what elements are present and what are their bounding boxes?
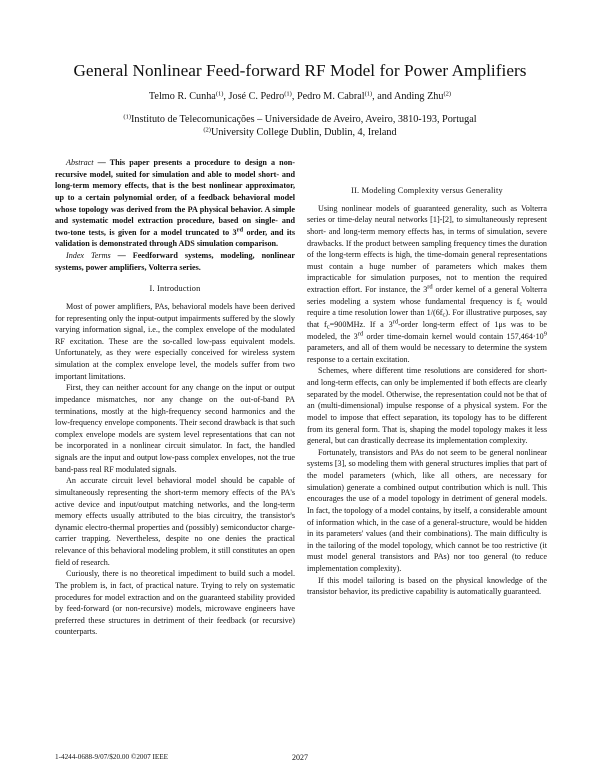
- author-1-affil: (1): [215, 90, 224, 98]
- index-terms: [55, 250, 295, 273]
- s2p1-text-h: parameters, and all of them would be necessary to determine the system response to a certain excitation.: [307, 343, 547, 364]
- author-4: , and Anding Zhu: [372, 91, 444, 102]
- s2p1-sub-3: c: [326, 323, 330, 331]
- copyright-line: 1-4244-0688-9/07/$20.00 ©2007 IEEE: [55, 753, 169, 761]
- s2p1-text-g: order time-domain kernel would contain 157,464·10: [363, 331, 544, 341]
- s2p1-sup-3: rd: [357, 330, 364, 337]
- affiliation-1-text: Instituto de Telecomunicações – Universidade de Aveiro, Aveiro, 3810-193, Portugal: [131, 114, 477, 125]
- author-1: Telmo R. Cunha: [148, 91, 216, 102]
- abstract-sup: rd: [236, 226, 244, 234]
- paper-title: General Nonlinear Feed-forward RF Model for Power Amplifiers: [73, 61, 527, 80]
- affiliation-1-marker: (1): [123, 113, 131, 121]
- s2p1-sub-1: c: [519, 300, 523, 308]
- abstract: [55, 157, 295, 250]
- author-3: , Pedro M. Cabral: [291, 91, 365, 102]
- section-1-paragraph-1: Most of power amplifiers, PAs, behavioral models have been derived for representing only the input-output impairments suffered by the slowly varying information signal, i.e., the complex envelope of the modulated RF excitation. These are the so-called low-pass equivalent models. Unfortunately, as they were especially conceived for wireless system simulation at the complex envelope level, the models suffer from two important limitations.: [55, 301, 295, 381]
- author-4-affil: (2): [443, 90, 452, 98]
- index-terms-label: Index Terms: [66, 251, 111, 260]
- s2p1-text-b: order kernel of a general Volterra series modeling a system whose fundamental frequency is f: [307, 285, 547, 306]
- s2p1-sup-2: rd: [392, 318, 399, 326]
- author-list: [0, 91, 600, 102]
- s2p1-sub-2: c: [442, 311, 446, 319]
- s2p1-text-e: =900MHz. If a 3: [329, 319, 393, 329]
- index-terms-dash: —: [110, 251, 133, 260]
- abstract-label: Abstract: [66, 158, 94, 167]
- s2p1-sup-4: 9: [543, 330, 547, 337]
- abstract-body-2: order, and its validation is demonstrated through ADS simulation comparison.: [55, 227, 295, 249]
- affiliation-2-text: University College Dublin, Dublin, 4, Ireland: [210, 127, 397, 138]
- abstract-dash: —: [93, 158, 110, 167]
- right-column: [307, 185, 547, 598]
- author-2: , José C. Pedro: [223, 91, 285, 102]
- section-1-paragraph-4: Curiously, there is no theoretical impediment to build such a model. The problem is, in fact, of practical nature. Trying to rely on systematic procedures for model extraction and on the guaranteed stability provided by feed-forward (or non-recursive) models, microwave engineers have preferred these structures in detriment of their feedback (or recursive) counterparts.: [55, 569, 295, 637]
- author-2-affil: (1): [284, 90, 292, 98]
- left-column: [55, 157, 295, 638]
- s2p1-text-d: ). For illustrative purposes, say that f: [307, 308, 547, 329]
- section-2-paragraph-4: If this model tailoring is based on the physical knowledge of the transistor behavior, its predictive capability is automatically guaranteed.: [307, 575, 547, 597]
- index-terms-body: Feedforward systems, modeling, nonlinear systems, power amplifiers, Volterra series.: [55, 251, 295, 272]
- abstract-body-1: This paper presents a procedure to design a non-recursive model, suited for simulation and able to model short- and long-term memory effects, that is the best nonlinear approximator, up to a certain polynomial order, of a feedback behavioral model whose topology was derived from the PA physical behavior. A simple and systematic model extraction procedure, based on single- and two-tone tests, is given for a model truncated to 3: [55, 158, 295, 237]
- section-1-paragraph-3: An accurate circuit level behavioral model should be capable of simultaneously representing the short-term memory effects of the PA's active device and input/output matching networks, and the long-term memory effects usually attributed to the bias circuitry, the transistor's dynamic electro-thermal properties and (possibly) semiconductor charge-carrier trapping. Nevertheless, despite no one denies the practical relevance of this behavioral modeling problem, it still constitutes an open field of research.: [55, 476, 295, 567]
- s2p1-sup-1: rd: [427, 283, 433, 291]
- section-2-paragraph-3: Fortunately, transistors and PAs do not seem to be general nonlinear systems [3], so modeling them with general structures implies that part of the model parameters (which, like all others, are necessary for simulation) generate a combined output contribution which is null. This encourages the use of a model topology in detriment of general models. In fact, the topology of a model contains, by itself, a considerable amount of information which, in the case of a general-structure, would be hidden in its parameters' values (and their combinations). The main difficulty is in the tailoring of the model topology, which cannot be too restrictive (it must model general transistors and PAs) nor too general (to reduce implementation complexity).: [307, 447, 547, 573]
- section-2-paragraph-2: Schemes, where different time resolutions are considered for short- and long-term effects, can only be implemented if both effects are clearly separated by the model. Otherwise, the representation could not be that of an (multi-dimensional) impulse response of a physical system. For the model to impose that effect separation, its topology has to be different from its general form. That is, shaping the model topology makes it less general, but can drastically decrease its implementation complexity.: [307, 366, 547, 446]
- section-1-heading: I. Introduction: [149, 284, 201, 294]
- section-1-paragraph-2: First, they can neither account for any change on the input or output impedance mismatches, nor any change on the out-of-band PA terminations, mostly at the high-frequency second harmonics and the low-frequency envelope components. Their second drawback is that such complex envelope models are system level representations that can not be incorporated in a nonlinear circuit simulator. In fact, the handled signals are the input and output low-pass complex envelopes, not the true band-pass real RF modulated signals.: [55, 383, 295, 474]
- affiliation-2-marker: (2): [203, 126, 211, 134]
- s2p1-text-f: -order long-term effect of 1μs was to be modeled, the 3: [307, 319, 548, 341]
- affiliation-1: [0, 114, 600, 125]
- section-2-paragraph-1: [307, 203, 547, 366]
- section-2-heading: II. Modeling Complexity versus Generality: [351, 186, 503, 195]
- affiliation-2: [0, 127, 600, 138]
- s2p1-text-a: Using nonlinear models of guaranteed generality, such as Volterra series or time-delay neural networks [1]-[2], to simultaneously represent short- and long-term memory effects has, in terms of simulation, severe drawbacks. If the product between sampling frequency times the duration of the long-term effects is high, the time-domain general representations must contain a huge number of parameters which makes them impracticable for simulation purposes, not to mention the required extraction effort. For instance, the 3: [307, 203, 547, 294]
- s2p1-text-c: would require a time resolution lower than 1/(6f: [307, 296, 548, 318]
- author-3-affil: (1): [364, 90, 373, 98]
- page-number: 2027: [292, 753, 308, 762]
